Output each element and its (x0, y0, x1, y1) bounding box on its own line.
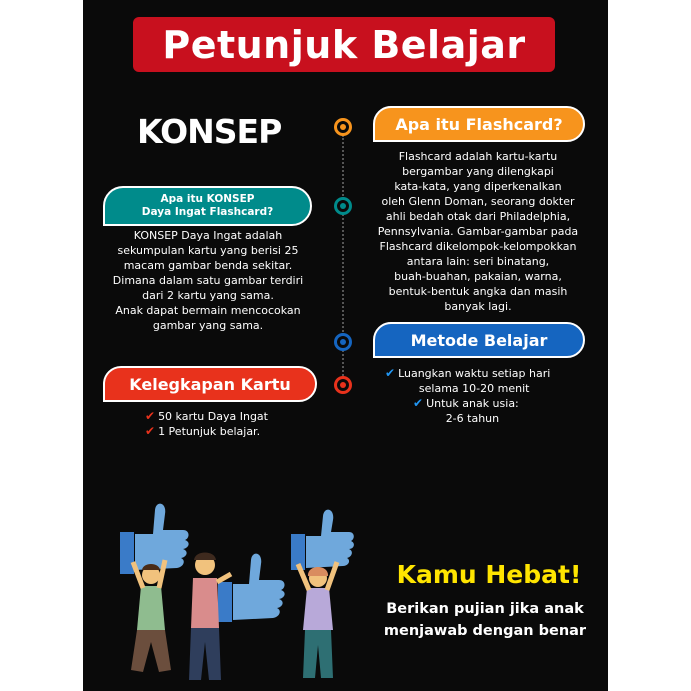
konsep-heading-line1: Apa itu KONSEP (160, 193, 255, 205)
text-line: sekumpulan kartu yang berisi 25 (117, 244, 299, 257)
metode-heading-label: Metode Belajar (410, 330, 548, 350)
text-line: bentuk-bentuk angka dan masih (388, 285, 568, 298)
kelengkapan-heading-label: Kelegkapan Kartu (129, 374, 291, 394)
checkmark-icon: ✔ (385, 366, 396, 380)
kelengkapan-list (145, 409, 305, 439)
text-line: Pennsylvania. Gambar-gambar pada (377, 225, 579, 238)
text-line: banyak lagi. (444, 300, 512, 313)
text-line: oleh Glenn Doman, seorang dokter (381, 195, 575, 208)
list-item-label: 1 Petunjuk belajar. (158, 425, 261, 438)
checkmark-icon: ✔ (413, 396, 424, 410)
kelengkapan-heading (103, 366, 317, 402)
kid-figure (131, 560, 171, 672)
text-line: ahli bedah otak dari Philadelphia, (385, 210, 571, 223)
list-item (145, 409, 305, 424)
thumbs-up-icon (291, 510, 354, 570)
praise-line: menjawab dengan benar (383, 623, 587, 639)
kid-figure (298, 562, 337, 678)
list-item-line: Luangkan waktu setiap hari (398, 367, 551, 380)
flashcard-heading (373, 106, 585, 142)
page-title: Petunjuk Belajar (162, 22, 526, 67)
text-line: antara lain: seri binatang, (406, 255, 550, 268)
timeline-dot-red (334, 376, 352, 394)
text-line: macam gambar benda sekitar. (123, 259, 293, 272)
text-line: Flashcard dikelompok-kelompokkan (379, 240, 577, 253)
text-line: buah-buahan, pakaian, warna, (394, 270, 562, 283)
text-line: Dimana dalam satu gambar terdiri (112, 274, 304, 287)
konsep-logo (137, 112, 281, 151)
text-line: KONSEP Daya Ingat adalah (133, 229, 283, 242)
text-line: bergambar yang dilengkapi (402, 165, 554, 178)
list-item-line: selama 10-20 menit (418, 382, 530, 395)
checkmark-icon: ✔ (145, 424, 156, 438)
timeline-dot-blue (334, 333, 352, 351)
poster-panel (83, 0, 608, 691)
konsep-description (108, 228, 308, 333)
list-item (413, 396, 585, 426)
checkmark-icon: ✔ (145, 409, 156, 423)
thumbs-up-icon (120, 504, 189, 574)
praise-line: Berikan pujian jika anak (386, 601, 584, 617)
text-line: kata-kata, yang diperkenalkan (394, 180, 562, 193)
title-banner (133, 17, 555, 72)
text-line: Anak dapat bermain mencocokan (115, 304, 301, 317)
text-line: Flashcard adalah kartu-kartu (398, 150, 558, 163)
timeline-dot-orange (334, 118, 352, 136)
list-item-line: 2-6 tahun (445, 412, 500, 425)
kids-thumbs-up-illustration (93, 490, 363, 690)
list-item (145, 424, 305, 439)
thumbs-up-icon (218, 554, 285, 622)
kamu-hebat-heading: Kamu Hebat! (396, 560, 582, 589)
text-line: dari 2 kartu yang sama. (142, 289, 274, 302)
logo-text: KONSEP (137, 112, 282, 151)
text-line: gambar yang sama. (152, 319, 264, 332)
timeline-dot-teal (334, 197, 352, 215)
list-item-label: 50 kartu Daya Ingat (158, 410, 268, 423)
metode-heading (373, 322, 585, 358)
flashcard-heading-label: Apa itu Flashcard? (395, 114, 563, 134)
konsep-heading (103, 186, 312, 226)
list-item (385, 366, 585, 396)
metode-list (385, 366, 585, 426)
praise-text (365, 598, 605, 642)
konsep-heading-line2: Daya Ingat Flashcard? (141, 206, 274, 218)
flashcard-description (373, 149, 583, 314)
list-item-line: Untuk anak usia: (426, 397, 519, 410)
